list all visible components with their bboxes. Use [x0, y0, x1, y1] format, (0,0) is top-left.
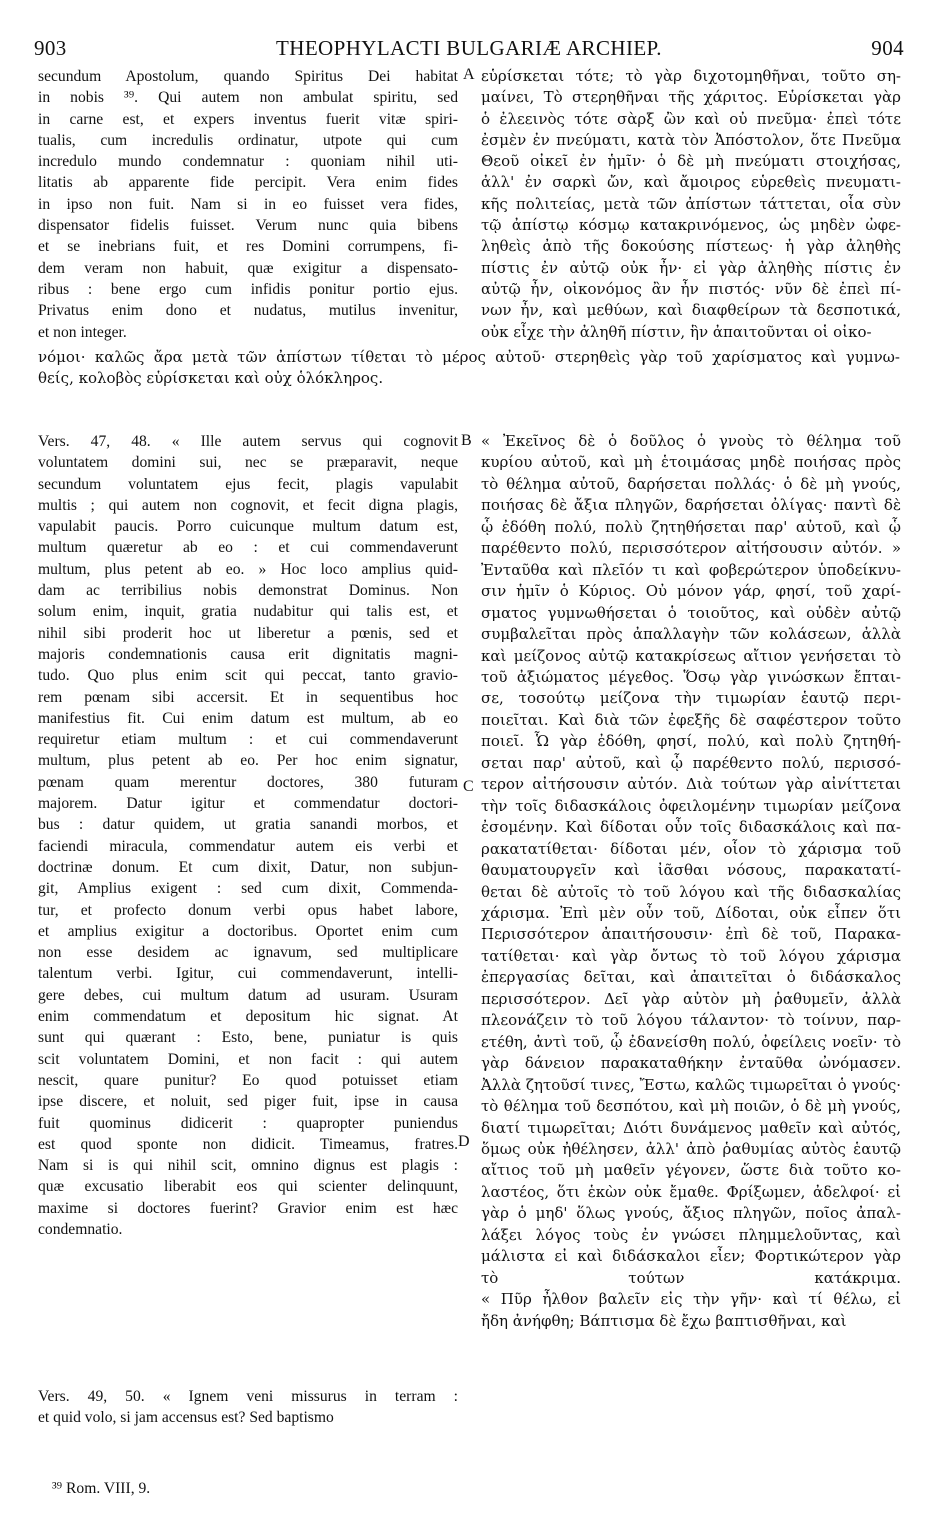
text-line: περισσότερον. Δεῖ γὰρ αὐτὸν μὴ ῥαθυμεῖν, ἀλλὰ: [481, 989, 901, 1008]
text-line: τερον αἰτήσουσιν αὐτόν. Διὰ τούτων γὰρ αἰνίττεται: [481, 775, 901, 794]
text-line: dispensator fidelis fuisset. Verum nunc quia bibens: [38, 217, 458, 235]
text-line: τὸ θέλημα τοῦ δεσπότου, καὶ μὴ ποιῶν, ὁ δὲ μὴ γνούς,: [481, 1097, 901, 1116]
latin-column-bottom: [38, 1386, 458, 1429]
text-line: et non integer.: [38, 323, 127, 341]
text-line: θαυματουργεῖν καὶ ἰᾶσθαι νόσους, παρακατατί-: [481, 861, 901, 880]
text-line: multum quæretur ab eo : et cui commendaverunt: [38, 539, 458, 557]
text-line: manifestius fit. Cui enim datum est multum, ab eo: [38, 709, 458, 727]
text-line: ὁ ἐλεεινὸς τότε σὰρξ ὢν καὶ οὐ πνεῦμα· ἐπεὶ τότε: [481, 109, 901, 128]
text-line: σματος γυμνωθήσεται ὁ τοιοῦτος, καὶ οὐδὲν αὐτῷ: [481, 603, 901, 622]
latin-paragraph-top: [38, 66, 458, 343]
text-line: dem veram non habuit, quæ exigitur a dispensato-: [38, 259, 458, 277]
text-line: « Πῦρ ἦλθον βαλεῖν εἰς τὴν γῆν· καὶ τί θέλω, εἰ: [481, 1290, 901, 1309]
latin-paragraph-main: [38, 431, 458, 1240]
text-line: in nobis ³⁹. Qui autem non ambulat spiritu, sed: [38, 89, 458, 107]
text-line: et amplius exigitur a doctoribus. Oportet enim cum: [38, 922, 458, 940]
text-line: ᾧ ἐδόθη πολύ, πολὺ ζητηθήσεται παρ' αὐτοῦ, καὶ ᾧ: [481, 517, 901, 536]
margin-marker-a: A: [463, 66, 475, 83]
text-line: ποιεῖται. Καὶ διὰ τῶν ἐφεξῆς δὲ σαφέστερον τοῦτο: [481, 710, 901, 729]
text-line: non esse desidem ac ignavum, sed multiplicare: [38, 944, 458, 962]
text-line: multum, plus petent ab eo. Per hoc enim signatur,: [38, 752, 458, 770]
text-line: in carne est, et expers inventus fuerit vitæ spiri-: [38, 110, 458, 128]
text-line: ribus : bene ergo cum infidis ponitur portio ejus.: [38, 280, 458, 298]
text-line: λαστέος, ὅτι ἑκὼν οὐκ ἔμαθε. Φρίξωμεν, ἀδελφοί· εἰ: [481, 1182, 901, 1201]
margin-marker-d: D: [458, 1133, 470, 1150]
text-line: talentum verbi. Igitur, cui commendaverunt, intelli-: [38, 965, 458, 983]
text-line: Περισσότερον ἀπαιτήσουσιν· ἐπὶ δὲ τοῦ, Παρακα-: [481, 925, 901, 944]
text-line: ἀλλ' ἐν σαρκὶ ὤν, καὶ ἄμοιρος εὑρεθεὶς πνευματι-: [481, 173, 901, 192]
text-line: σιν ἡμῖν ὁ Κύριος. Οὐ μόνον γάρ, φησί, τοῦ χαρί-: [481, 582, 901, 601]
text-line: in ipso non fuit. Nam si in eo fuisset vera fides,: [38, 195, 458, 213]
text-line: γὰρ δάνειον παρακαταθήκην ἐνταῦθα ὠνόμασεν.: [481, 1054, 901, 1073]
text-line: secundum voluntatem ejus fecit, plagis vapulabit: [38, 475, 458, 493]
text-line: Θεοῦ οἰκεῖ ἐν ἡμῖν· ὁ δὲ μὴ πνεύματι στοιχήσας,: [481, 152, 901, 171]
text-line: καὶ μείζονος αὐτῷ κατακρίσεως αἴτιον γενήσεται τὸ: [481, 646, 901, 665]
text-line: maxime si doctores fuerint? Gravior enim est hæc: [38, 1199, 458, 1217]
text-line: sunt qui quærant : Esto, bene, puniatur is quis: [38, 1029, 458, 1047]
text-line: θεται δὲ αὐτοῖς τὸ τοῦ λόγου καὶ τῆς διδασκαλίας: [481, 882, 901, 901]
text-line: παρέθεντο πολύ, περισσότερον αἰτήσουσιν αὐτόν. »: [481, 539, 901, 558]
text-line: scit voluntatem Domini, et non facit : qui autem: [38, 1050, 458, 1068]
text-line: οὐκ εἶχε τὴν ἀληθῆ πίστιν, ἣν ἀπαιτοῦνται οἱ οἰκο-: [481, 322, 872, 341]
text-line: tur, et profecto donum verbi opus habet labore,: [38, 901, 458, 919]
text-line: ἐσομένην. Καὶ δίδοται οὖν τοῖς διδασκάλοις καὶ πα-: [481, 818, 901, 837]
text-line: πίστις ἐν αὐτῷ οὐκ ἦν· εἰ γὰρ ἀληθὴς πίστις ἐν: [481, 258, 901, 277]
text-line: git, Amplius exigent : sed cum dixit, Commenda-: [38, 880, 458, 898]
text-line: nihil sibi proderit hoc ut liberetur a pœnis, sed et: [38, 624, 458, 642]
page-header: [34, 36, 904, 60]
text-line: voluntatem domini sui, nec se præparavit, neque: [38, 454, 458, 472]
text-line: σεται παρ' αὐτοῦ, καὶ ᾧ παρέθεντο πολύ, περισσό-: [481, 753, 901, 772]
text-line: Vers. 49, 50. « Ignem veni missurus in terram :: [38, 1388, 458, 1405]
text-line: κῆς πολιτείας, μετὰ τῶν ἀπίστων τάττεται, οἷα σὺν: [481, 194, 901, 213]
text-line: ρακατατίθεται· δίδοται μέν, οἷον τὸ χάρισμα τοῦ: [481, 839, 901, 858]
text-line: rem pœnam sibi accersit. Et in sequentibus hoc: [38, 688, 458, 706]
greek-paragraph-top: [481, 66, 901, 343]
text-line: et quid volo, si jam accensus est? Sed baptismo: [38, 1409, 334, 1427]
margin-marker-c: C: [463, 778, 474, 795]
latin-column-main: [38, 431, 458, 1240]
full-line: νόμοι· καλῶς ἄρα μετὰ τῶν ἀπίστων τίθεται τὸ μέρος αὐτοῦ· στερηθεὶς γὰρ τοῦ χαρίσματος καὶ γυμνω-: [38, 348, 900, 366]
page-number-right: 904: [871, 36, 904, 60]
text-line: requiretur etiam multum : et cui commendaverunt: [38, 731, 458, 749]
text-line: majorem. Datur igitur et commendatur doctori-: [38, 795, 458, 813]
text-line: εὑρίσκεται τότε; τὸ γὰρ διχοτομηθῆναι, τοῦτο ση-: [481, 67, 901, 85]
text-line: τὴν τοῖς διδασκάλοις ὀφειλομένην τιμωρίαν μείζονα: [481, 796, 901, 815]
text-line: faciendi miracula, commendatur autem eis verbi et: [38, 837, 458, 855]
latin-column-top: [38, 66, 458, 343]
text-line: gere debes, cui multum datum ad usuram. Usuram: [38, 986, 458, 1004]
text-line: solum enim, inquit, gratia nudabitur qui talis est, et: [38, 603, 458, 621]
margin-marker-b: B: [461, 432, 472, 449]
text-line: αἴτιος τοῦ μὴ μαθεῖν γέγονεν, ὥστε διὰ τοῦτο κο-: [481, 1161, 901, 1180]
text-line: est quod sponte non didicit. Timeamus, fratres.: [38, 1135, 458, 1153]
text-line: ipse discere, et noluit, sed piger fuit, ipse in causa: [38, 1093, 458, 1111]
text-line: τατίθεται· καὶ γὰρ ὄντως τὸ τοῦ λόγου χάρισμα: [481, 946, 901, 965]
text-line: ἤδη ἀνήφθη; Βάπτισμα δὲ ἔχω βαπτισθῆναι, καὶ: [481, 1311, 847, 1330]
text-line: κυρίου αὐτοῦ, καὶ μὴ ἑτοιμάσας μηδὲ ποιήσας πρὸς: [481, 453, 901, 472]
text-line: σε, τοσούτῳ μείζονα τὴν τιμωρίαν ἑαυτῷ περι-: [481, 689, 901, 708]
greek-paragraph-main: [481, 431, 901, 1332]
text-line: Privatus enim dono et nudatus, mutilus invenitur,: [38, 302, 458, 320]
text-line: τοῦ ἀξιώματος μέγεθος. Ὅσῳ γὰρ γινώσκων ἔπται-: [481, 667, 901, 686]
text-line: νων ἦν, καὶ μεθύων, καὶ διαφθείρων τὰ δεσποτικά,: [481, 301, 901, 320]
text-line: πλεονάζειν τὸ τοῦ λόγου τάλαντον· τὸ τοίνυν, παρ-: [481, 1011, 901, 1030]
text-line: ἐσμὲν ἐν πνεύματι, κατὰ τὸν Ἀπόστολον, ὅτε Πνεῦμα: [481, 130, 901, 149]
text-line: litatis ab apparente fide percipit. Vera enim fides: [38, 174, 458, 192]
text-line: τὸ τούτων κατάκριμα.: [481, 1268, 901, 1287]
text-line: ἐπεργασίας δεῖται, καὶ ἀπαιτεῖται ὁ διδάσκαλος: [481, 968, 901, 987]
text-line: vapulabit paucis. Porro cuicunque multum datum est,: [38, 518, 458, 536]
text-line: Ἀλλὰ ζητοῦσί τινες, Ἔστω, καλῶς τιμωρεῖται ὁ γνούς·: [481, 1075, 901, 1094]
text-line: Ἐνταῦθα καὶ πλεῖόν τι καὶ φοβερώτερον ὑποδείκνυ-: [481, 560, 901, 579]
text-line: tudo. Quo plus enim scit qui peccat, tanto gravio-: [38, 667, 458, 685]
text-line: multum, plus petent ab eo. » Hoc loco amplius quid-: [38, 560, 458, 578]
text-line: nescit, quare punitur? Eo quod potuisset etiam: [38, 1071, 458, 1089]
text-line: tualis, cum incredulis ordinatur, utpote qui cum: [38, 131, 458, 149]
text-line: διατί τιμωρεῖται; Διότι δυνάμενος μαθεῖν καὶ αὐτός,: [481, 1118, 901, 1137]
text-line: Vers. 47, 48. « Ille autem servus qui cognovit: [38, 433, 458, 450]
text-line: majoris condemnationis causa erit dignitatis magni-: [38, 645, 458, 663]
text-line: συμβαλεῖται πρὸς ἀπαλλαγὴν τῶν κολάσεων, ἀλλὰ: [481, 625, 901, 644]
text-line: ποιεῖ. Ὧ γὰρ ἐδόθη, φησί, πολύ, καὶ πολὺ ζητηθή-: [481, 732, 901, 751]
text-line: ληθεὶς ἀπὸ τῆς δοκούσης πίστεως· ἡ γὰρ ἀληθὴς: [481, 237, 901, 256]
text-line: τὸ θέλημα αὐτοῦ, δαρήσεται πολλάς· ὁ δὲ μὴ γνούς,: [481, 474, 901, 493]
full-line: θείς, κολοβὸς εὑρίσκεται καὶ οὐχ ὁλόκληρος.: [38, 369, 384, 388]
text-line: γὰρ ὁ μηδ' ὅλως γνούς, ἄξιος πληγῶν, ποῖος ἀπαλ-: [481, 1204, 901, 1223]
text-line: bus : datur quidem, ut gratia sanandi morbos, et: [38, 816, 458, 834]
text-line: incredulo mundo condemnatur : quoniam nihil uti-: [38, 153, 458, 171]
text-line: pœnam quam merentur doctores, 380 futuram: [38, 773, 458, 791]
text-line: multis ; qui autem non cognovit, et fecit digna plagis,: [38, 496, 458, 514]
text-line: doctrinæ donum. Et cum dixit, Datur, non subjun-: [38, 858, 458, 876]
text-line: αὐτῷ ἦν, οἰκονόμος ἂν ἦν πιστός· νῦν δὲ ἐπεὶ πί-: [481, 279, 901, 298]
text-line: λάξει λόγος τοὺς ἐν γνώσει πλημμελοῦντας, καὶ: [481, 1225, 901, 1244]
text-line: ὅμως οὐκ ἠθέλησεν, ἀλλ' ἀπὸ ῥαθυμίας αὐτὸς ἑαυτῷ: [481, 1139, 901, 1158]
page-number-left: 903: [34, 36, 67, 60]
greek-full-width-lines: [38, 347, 900, 390]
text-line: enim commendatum et depositum hic signat. At: [38, 1008, 458, 1026]
text-line: secundum Apostolum, quando Spiritus Dei habitat: [38, 68, 458, 85]
text-line: μαίνει, Τὸ στερηθῆναι τῆς χάριτος. Εὑρίσκεται γὰρ: [481, 88, 901, 107]
greek-column-top: [481, 66, 901, 343]
text-line: χάρισμα. Ἐπὶ μὲν οὖν τοῦ, Δίδοται, οὐκ εἶπεν ὅτι: [481, 903, 901, 922]
text-line: τῷ ἀπίστῳ κόσμῳ κατακρινόμενος, ὡς μηδὲν ὠφε-: [481, 216, 901, 235]
text-line: ετέθη, ἀντὶ τοῦ, ᾧ ἐδανείσθη πολύ, ὀφείλεις νοεῖν· τὸ: [481, 1032, 901, 1051]
running-title: THEOPHYLACTI BULGARIÆ ARCHIEP.: [276, 36, 662, 60]
text-line: condemnatio.: [38, 1220, 123, 1238]
text-line: dam ac terribilius nobis demonstrat Dominus. Non: [38, 582, 458, 600]
latin-paragraph-bottom: [38, 1386, 458, 1429]
text-line: quæ excusatio liberabit eos qui scienter delinquunt,: [38, 1178, 458, 1196]
text-line: Nam si is qui nihil scit, omnino dignus est plagis :: [38, 1157, 458, 1175]
text-line: ποιήσας δὲ ἄξια πληγῶν, δαρήσεται ὀλίγας· παντὶ δὲ: [481, 496, 901, 515]
text-line: μάλιστα εἰ καὶ διδάσκαλοι εἶεν; Φορτικώτερον γὰρ: [481, 1247, 901, 1266]
greek-column-main: [481, 431, 901, 1332]
text-line: fuit quominus didicerit : quapropter puniendus: [38, 1114, 458, 1132]
text-line: « Ἐκεῖνος δὲ ὁ δοῦλος ὁ γνοὺς τὸ θέλημα τοῦ: [481, 432, 901, 450]
text-line: et se inebrians fuit, et res Domini corrumpens, fi-: [38, 238, 458, 256]
footnote: ³⁹ Rom. VIII, 9.: [52, 1480, 151, 1497]
